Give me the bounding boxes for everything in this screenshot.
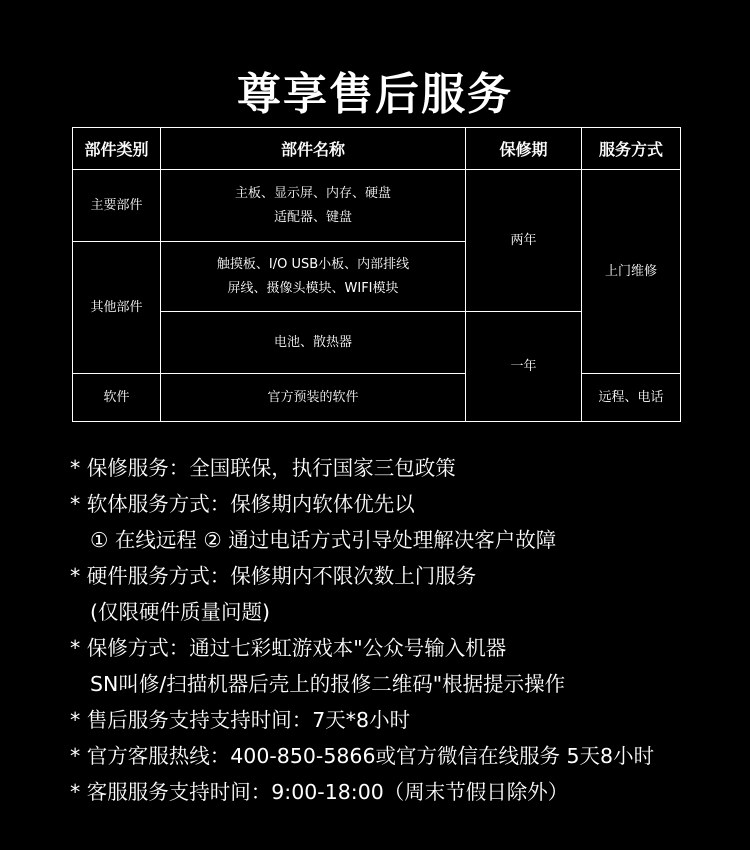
table-row xyxy=(73,374,681,422)
service-notes xyxy=(70,450,745,810)
page-title: 尊享售后服务 xyxy=(237,69,513,121)
note-line: * 软体服务方式：保修期内软体优先以 xyxy=(70,492,415,516)
service-table xyxy=(72,127,681,422)
part-line: 触摸板、I/O USB小板、内部排线 xyxy=(216,256,410,272)
note-line: * 保修服务：全国联保，执行国家三包政策 xyxy=(70,456,456,480)
category-main: 主要部件 xyxy=(73,170,161,242)
part-names-other-b: 电池、散热器 xyxy=(161,312,466,374)
service-remote: 远程、电话 xyxy=(582,374,681,422)
part-names-other-a xyxy=(161,242,466,312)
part-names-software: 官方预装的软件 xyxy=(161,374,466,422)
header-category: 部件类别 xyxy=(73,128,161,170)
note-line: * 保修方式：通过七彩虹游戏本"公众号输入机器 xyxy=(70,636,507,660)
part-names-main xyxy=(161,170,466,242)
category-other: 其他部件 xyxy=(73,242,161,374)
note-line: * 售后服务支持支持时间：7天*8小时 xyxy=(70,708,411,732)
part-line: 主板、显示屏、内存、硬盘 xyxy=(234,185,391,201)
note-line: ① 在线远程 ② 通过电话方式引导处理解决客户故障 xyxy=(90,528,557,552)
note-line: (仅限硬件质量问题) xyxy=(90,600,270,624)
part-line: 屏线、摄像头模块、WIFI模块 xyxy=(227,280,399,296)
table-header-row xyxy=(73,128,681,170)
note-line: * 官方客服热线：400-850-5866或官方微信在线服务 5天8小时 xyxy=(70,744,655,768)
table-row xyxy=(73,170,681,242)
service-onsite: 上门维修 xyxy=(582,170,681,374)
note-line: * 客服服务支持时间：9:00-18:00（周末节假日除外） xyxy=(70,780,569,804)
note-line: * 硬件服务方式：保修期内不限次数上门服务 xyxy=(70,564,477,588)
header-part-name: 部件名称 xyxy=(161,128,466,170)
note-line: SN叫修/扫描机器后壳上的报修二维码"根据提示操作 xyxy=(90,672,566,696)
category-software: 软件 xyxy=(73,374,161,422)
header-service: 服务方式 xyxy=(582,128,681,170)
warranty-one-year: 一年 xyxy=(466,312,582,422)
part-line: 适配器、键盘 xyxy=(273,209,352,225)
warranty-two-years: 两年 xyxy=(466,170,582,312)
header-warranty: 保修期 xyxy=(466,128,582,170)
